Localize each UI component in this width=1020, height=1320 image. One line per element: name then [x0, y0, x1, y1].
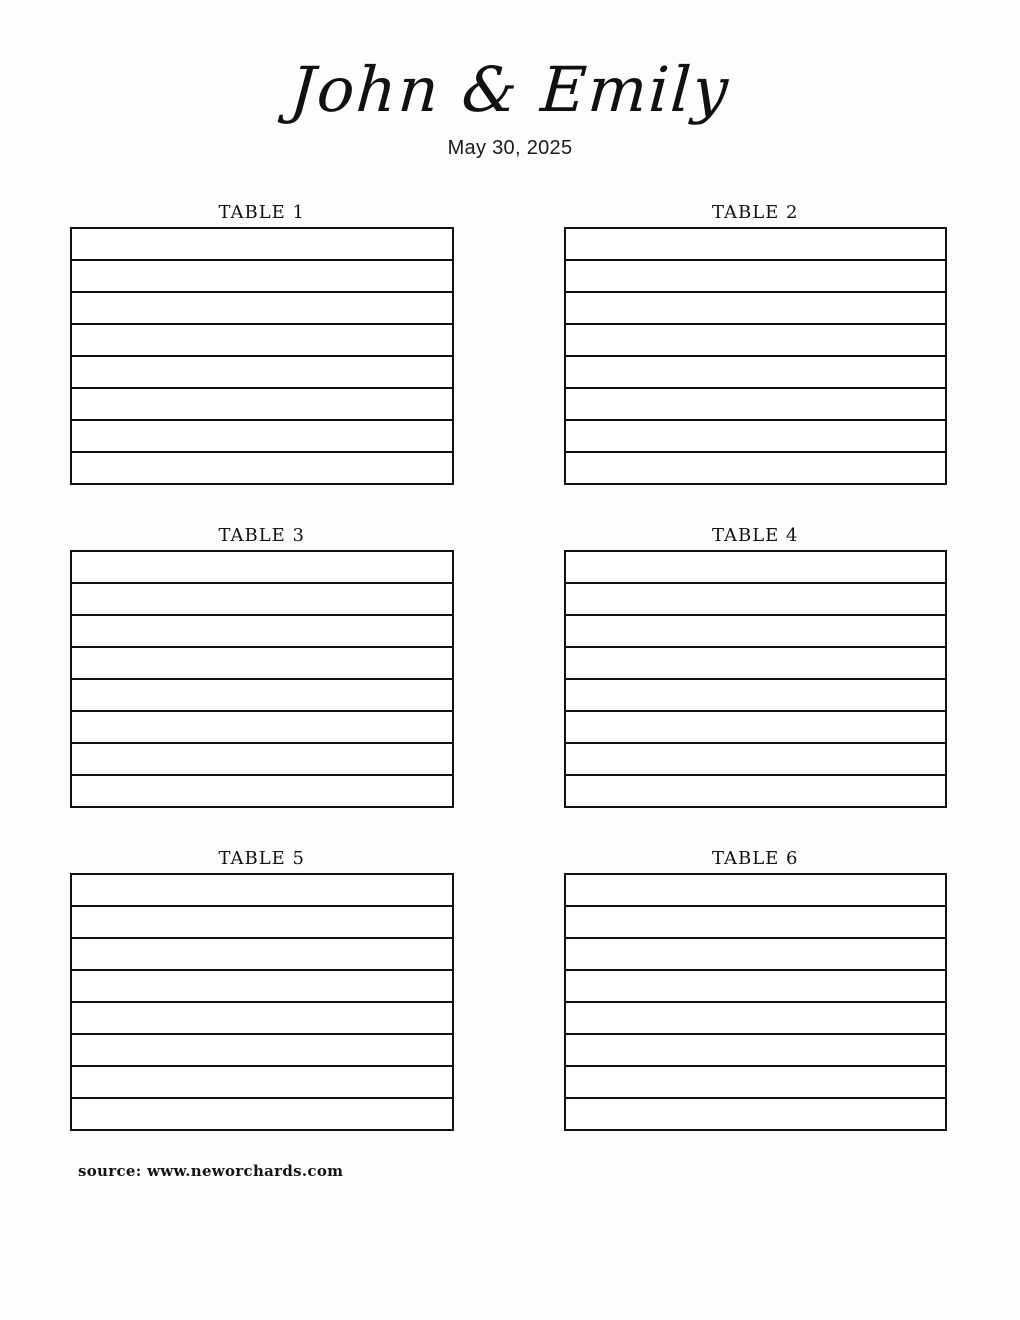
guest-row	[72, 1065, 452, 1097]
table-title: TABLE 2	[711, 201, 799, 223]
guest-row	[72, 905, 452, 937]
guest-row	[72, 937, 452, 969]
guest-row	[72, 875, 452, 905]
guest-row	[72, 774, 452, 806]
guest-row	[566, 937, 946, 969]
guest-row	[72, 229, 452, 259]
seating-table-card	[70, 526, 454, 808]
table-title: TABLE 4	[711, 524, 799, 546]
guest-row	[72, 387, 452, 419]
guest-row	[72, 419, 452, 451]
table-guest-list	[70, 873, 454, 1131]
footer	[78, 1162, 1020, 1180]
guest-row	[566, 355, 946, 387]
seating-table-card	[70, 203, 454, 485]
guest-row	[566, 1065, 946, 1097]
guest-row	[566, 742, 946, 774]
guest-row	[566, 1033, 946, 1065]
couple-names-title: John & Emily	[287, 53, 733, 126]
guest-row	[72, 582, 452, 614]
table-guest-list	[564, 550, 948, 808]
table-title: TABLE 3	[218, 524, 305, 546]
guest-row	[72, 291, 452, 323]
seating-table-card	[70, 849, 454, 1131]
guest-row	[566, 905, 946, 937]
guest-row	[72, 646, 452, 678]
guest-row	[566, 1001, 946, 1033]
guest-row	[566, 229, 946, 259]
seating-table-card	[564, 526, 948, 808]
guest-row	[566, 552, 946, 582]
seating-table-card	[564, 849, 948, 1131]
guest-row	[566, 710, 946, 742]
guest-row	[566, 678, 946, 710]
guest-row	[72, 710, 452, 742]
guest-row	[566, 774, 946, 806]
guest-row	[566, 614, 946, 646]
guest-row	[566, 969, 946, 1001]
table-title: TABLE 1	[218, 201, 305, 223]
table-guest-list	[70, 550, 454, 808]
table-title: TABLE 6	[711, 847, 799, 869]
guest-row	[72, 678, 452, 710]
guest-row	[566, 875, 946, 905]
guest-row	[566, 259, 946, 291]
guest-row	[72, 552, 452, 582]
guest-row	[566, 291, 946, 323]
guest-row	[566, 646, 946, 678]
guest-row	[72, 969, 452, 1001]
guest-row	[72, 323, 452, 355]
guest-row	[566, 1097, 946, 1129]
event-date: May 30, 2025	[447, 136, 573, 159]
guest-row	[72, 1033, 452, 1065]
table-guest-list	[564, 873, 948, 1131]
guest-row	[72, 355, 452, 387]
header	[0, 0, 1020, 160]
guest-row	[566, 451, 946, 483]
guest-row	[72, 1001, 452, 1033]
table-title: TABLE 5	[218, 847, 305, 869]
source-credit: source: www.neworchards.com	[78, 1161, 344, 1180]
guest-row	[566, 582, 946, 614]
guest-row	[72, 1097, 452, 1129]
guest-row	[72, 614, 452, 646]
tables-grid	[70, 203, 947, 1131]
table-guest-list	[70, 227, 454, 485]
guest-row	[566, 323, 946, 355]
guest-row	[566, 419, 946, 451]
seating-table-card	[564, 203, 948, 485]
guest-row	[72, 742, 452, 774]
guest-row	[72, 259, 452, 291]
guest-row	[72, 451, 452, 483]
guest-row	[566, 387, 946, 419]
table-guest-list	[564, 227, 948, 485]
